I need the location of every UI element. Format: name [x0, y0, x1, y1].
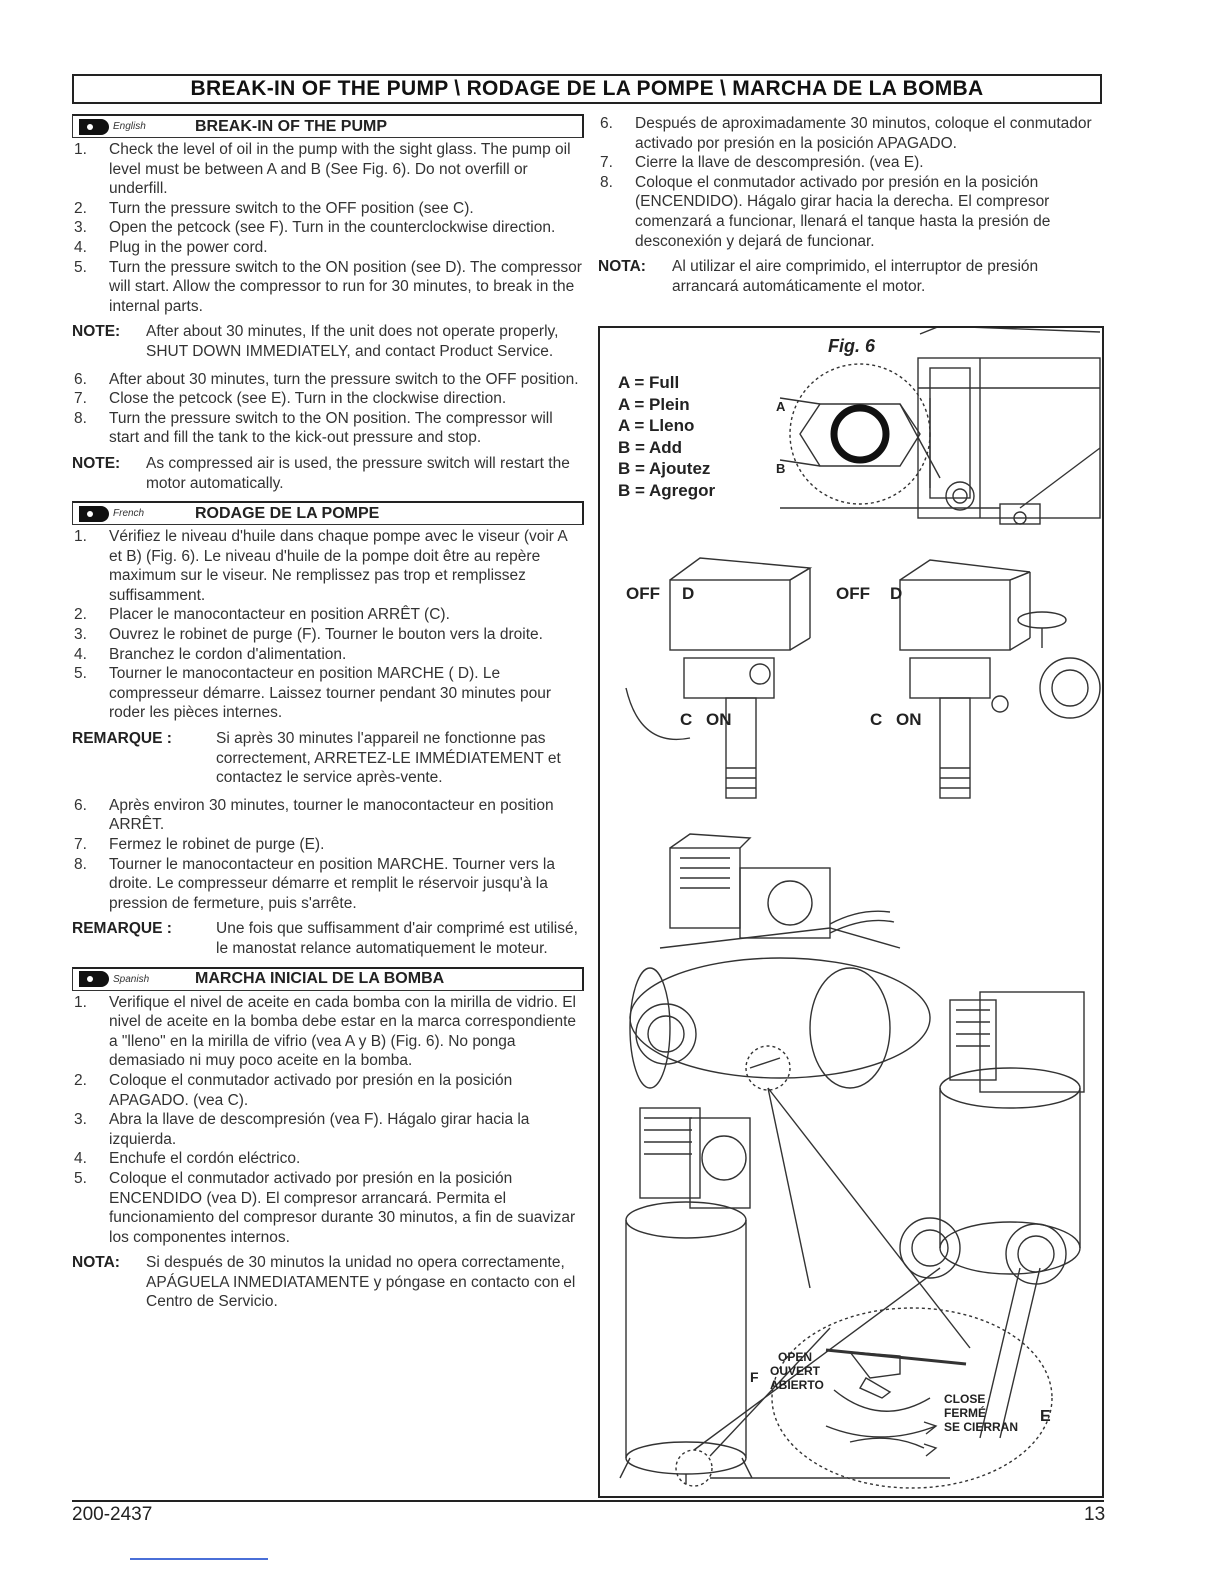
language-tab-icon: [79, 506, 109, 522]
list-item: [72, 855, 584, 914]
spanish-note-2: [598, 257, 1104, 296]
section-title: MARCHA INICIAL DE LA BOMBA: [195, 970, 445, 988]
step-number: 5.: [74, 258, 87, 276]
step-text: Check the level of oil in the pump with the sight glass. The pump oil level must be between A and B (See Fig. 6). Do not overfill or underfill.: [109, 141, 571, 198]
open-label-fr: OUVERT: [770, 1364, 821, 1378]
english-flag: [73, 116, 155, 137]
vertical-compressor-left: [620, 1108, 752, 1486]
list-item: [72, 527, 584, 605]
step-number: 7.: [600, 154, 613, 172]
step-text: Tourner le manocontacteur en position MARCHE ( D). Le compresseur démarre. Laissez tourner pendant 30 minutes pour roder les pièces internes.: [109, 665, 551, 722]
step-text: Fermez le robinet de purge (E).: [109, 836, 325, 853]
right-column: [598, 114, 1104, 304]
step-number: 8.: [74, 409, 87, 427]
list-item: [72, 140, 584, 199]
note-label: NOTA:: [72, 1254, 120, 1272]
step-number: 3.: [74, 219, 87, 237]
list-item: [72, 389, 584, 409]
page-number: 13: [1084, 1504, 1106, 1525]
step-text: Tourner le manocontacteur en position MARCHE. Tourner vers la droite. Le compresseur démarre et remplit le réservoir jusqu'à la pression de fermeture, puis s'arrête.: [109, 855, 555, 912]
step-text: Turn the pressure switch to the OFF position (see C).: [109, 199, 474, 217]
note-label: NOTA:: [598, 258, 646, 276]
list-item: [598, 114, 1104, 153]
legend-item: B = Add: [618, 437, 683, 457]
figure-6: [598, 326, 1104, 1498]
spanish-steps-1-5: [72, 993, 584, 1248]
step-text: Abra la llave de descompresión (vea F). Hágalo girar hacia la izquierda.: [109, 1111, 530, 1148]
e-label: E: [1040, 1408, 1051, 1425]
note-label: NOTE:: [72, 323, 121, 341]
note-text: Une fois que suffisamment d'air comprimé est utilisé, le manostat relance automatiquement le moteur.: [216, 920, 578, 957]
note-text: Al utilizar el aire comprimido, el interruptor de presión arrancará automáticamente el motor.: [672, 258, 1039, 295]
french-note-2: [72, 919, 584, 958]
figure-title: Fig. 6: [828, 336, 876, 356]
french-steps-1-5: [72, 527, 584, 723]
step-number: 7.: [74, 836, 87, 853]
step-text: Coloque el conmutador activado por presión en la posición ENCENDIDO (vea D). El compresor arrancará. Permita el funcionamiento del compresor durante 30 minutos, a fin de suavizar los componentes internos.: [109, 1169, 576, 1246]
on-label-right: ON: [896, 710, 922, 729]
zoom-circle: [790, 364, 930, 504]
d-label-right: D: [890, 584, 903, 603]
step-number: 6.: [600, 115, 613, 132]
f-label: F: [750, 1369, 759, 1385]
list-item: [598, 153, 1104, 173]
list-item: [72, 1149, 584, 1169]
c-label-right: C: [870, 710, 883, 729]
list-item: [72, 625, 584, 645]
legend-item: B = Agregor: [618, 480, 716, 500]
pump-housing: [918, 358, 1100, 518]
c-label-left: C: [680, 710, 693, 729]
step-number: 2.: [74, 199, 87, 217]
page-title: BREAK-IN OF THE PUMP \ RODAGE DE LA POMPE \ MARCHA DE LA BOMBA: [72, 74, 1102, 104]
english-steps-1-5: [72, 140, 584, 316]
legend-item: A = Plein: [618, 394, 690, 414]
open-label-es: ABIERTO: [770, 1378, 824, 1392]
left-column: [72, 114, 584, 1320]
off-label-right: OFF: [836, 584, 870, 603]
list-item: [72, 258, 584, 317]
language-label: English: [113, 121, 146, 132]
step-text: Verifique el nivel de aceite en cada bomba con la mirilla de vidrio. El nivel de aceite en la bomba debe estar en la marca correspondiente a "lleno" en la mirilla de vifrio (vea A y B) (Fig. 6). No ponga demasiado ni muy poco aceite en la bomba.: [109, 993, 577, 1070]
off-label-left: OFF: [626, 584, 660, 603]
legend-item: B = Ajoutez: [618, 459, 711, 478]
list-item: [72, 1169, 584, 1247]
step-text: Cierre la llave de descompresión. (vea E).: [635, 154, 924, 172]
french-steps-6-8: [72, 796, 584, 914]
step-number: 1.: [74, 141, 87, 158]
step-text: Coloque el conmutador activado por presión en la posición APAGADO. (vea C).: [109, 1071, 513, 1109]
list-item: [598, 173, 1104, 251]
close-label-es: SE CIERRAN: [944, 1420, 1019, 1434]
language-label: Spanish: [113, 973, 150, 985]
english-section-header: [72, 114, 584, 138]
language-label: French: [113, 508, 145, 520]
close-label-en: CLOSE: [944, 1392, 986, 1406]
vertical-compressor-right: [900, 992, 1084, 1284]
step-number: 7.: [74, 390, 87, 408]
step-number: 8.: [600, 173, 613, 191]
spanish-flag: [73, 969, 155, 990]
pressure-switch-right: [900, 560, 1100, 798]
document-number: 200-2437: [72, 1504, 153, 1525]
step-text: Plug in the power cord.: [109, 238, 268, 256]
step-number: 3.: [74, 626, 87, 644]
list-item: [72, 1071, 584, 1110]
on-label-left: ON: [706, 710, 732, 729]
step-text: Enchufe el cordón eléctrico.: [109, 1150, 301, 1168]
sight-label-a: A: [776, 399, 786, 414]
english-note-2: [72, 454, 584, 493]
step-text: After about 30 minutes, turn the pressure switch to the OFF position.: [109, 370, 579, 388]
french-section-header: [72, 501, 584, 525]
step-number: 2.: [74, 606, 87, 624]
spanish-steps-6-8: [598, 114, 1104, 251]
step-number: 6.: [74, 370, 87, 388]
legend-item: A = Full: [618, 373, 680, 392]
section-title: BREAK-IN OF THE PUMP: [195, 117, 387, 135]
horizontal-compressor: [630, 834, 930, 1090]
step-number: 4.: [74, 1150, 87, 1168]
french-flag: [73, 503, 155, 524]
english-steps-6-8: [72, 370, 584, 448]
note-label: NOTE:: [72, 454, 121, 472]
step-number: 1.: [74, 528, 87, 546]
note-label: REMARQUE :: [72, 730, 172, 748]
step-text: Coloque el conmutador activado por presión en la posición (ENCENDIDO). Hágalo girar hacia la derecha. El compresor comenzará a funcionar, llenará el tanque hasta la presión de desconexión y dejará de funcionar.: [635, 173, 1051, 250]
step-number: 1.: [74, 993, 87, 1011]
stray-line: [130, 1558, 268, 1560]
open-label-en: OPEN: [778, 1350, 813, 1364]
oil-level-legend: [618, 372, 715, 501]
step-text: Après environ 30 minutes, tourner le manocontacteur en position ARRÊT.: [109, 796, 554, 834]
note-text: After about 30 minutes, If the unit does not operate properly, SHUT DOWN IMMEDIATELY, and contact Product Service.: [146, 323, 559, 360]
spanish-note-1: [72, 1253, 584, 1312]
list-item: [72, 1110, 584, 1149]
note-label: REMARQUE :: [72, 920, 172, 938]
footer-divider: [72, 1500, 1104, 1502]
list-item: [72, 199, 584, 219]
list-item: [72, 218, 584, 238]
step-number: 6.: [74, 796, 87, 814]
section-title: RODAGE DE LA POMPE: [195, 504, 380, 522]
step-number: 4.: [74, 645, 87, 663]
step-text: Turn the pressure switch to the ON position (see D). The compressor will start. Allow the compressor to run for 30 minutes, to break in the internal parts.: [109, 258, 582, 315]
sight-label-b: B: [776, 461, 786, 476]
note-text: Si après 30 minutes l'appareil ne fonctionne pas correctement, ARRETEZ-LE IMMÉDIATEMENT et contactez le service après-vente.: [216, 730, 561, 787]
english-note-1: [72, 322, 584, 361]
step-text: Vérifiez le niveau d'huile dans chaque pompe avec le viseur (voir A et B) (Fig. 6). Le niveau d'huile de la pompe doit être au repère maximum sur le viseur. Ne remplissez pas trop et remplissez suffisamment.: [109, 528, 567, 604]
step-number: 4.: [74, 238, 87, 256]
language-tab-icon: [79, 971, 109, 987]
list-item: [72, 664, 584, 723]
d-label-left: D: [682, 584, 695, 603]
close-label-fr: FERMÉ: [944, 1406, 986, 1420]
step-text: Después de aproximadamente 30 minutos, coloque el conmutador activado por presión en la posición APAGADO.: [635, 115, 1092, 152]
step-text: Ouvrez le robinet de purge (F). Tourner le bouton vers la droite.: [109, 626, 543, 644]
step-text: Branchez le cordon d'alimentation.: [109, 645, 347, 663]
list-item: [72, 645, 584, 665]
language-tab-icon: [79, 119, 109, 135]
french-note-1: [72, 729, 584, 788]
sight-glass: [834, 408, 886, 460]
step-number: 5.: [74, 665, 87, 683]
step-number: 8.: [74, 855, 87, 873]
spanish-section-header: [72, 967, 584, 991]
list-item: [72, 605, 584, 625]
compressor-illustration: [600, 328, 1106, 1500]
list-item: [72, 238, 584, 258]
list-item: [72, 993, 584, 1071]
list-item: [72, 796, 584, 835]
step-number: 3.: [74, 1111, 87, 1129]
legend-item: A = Lleno: [618, 416, 695, 435]
list-item: [72, 409, 584, 448]
step-text: Turn the pressure switch to the ON position. The compressor will start and fill the tank to the kick-out pressure and stop.: [109, 409, 553, 447]
list-item: [72, 370, 584, 390]
step-text: Close the petcock (see E). Turn in the clockwise direction.: [109, 390, 507, 408]
list-item: [72, 835, 584, 855]
step-text: Placer le manocontacteur en position ARRÊT (C).: [109, 606, 450, 624]
step-text: Open the petcock (see F). Turn in the counterclockwise direction.: [109, 219, 556, 237]
step-number: 5.: [74, 1169, 87, 1187]
note-text: Si después de 30 minutos la unidad no opera correctamente, APÁGUELA INMEDIATAMENTE y póngase en contacto con el Centro de Servicio.: [146, 1254, 576, 1311]
step-number: 2.: [74, 1071, 87, 1089]
note-text: As compressed air is used, the pressure switch will restart the motor automatically.: [146, 454, 570, 492]
